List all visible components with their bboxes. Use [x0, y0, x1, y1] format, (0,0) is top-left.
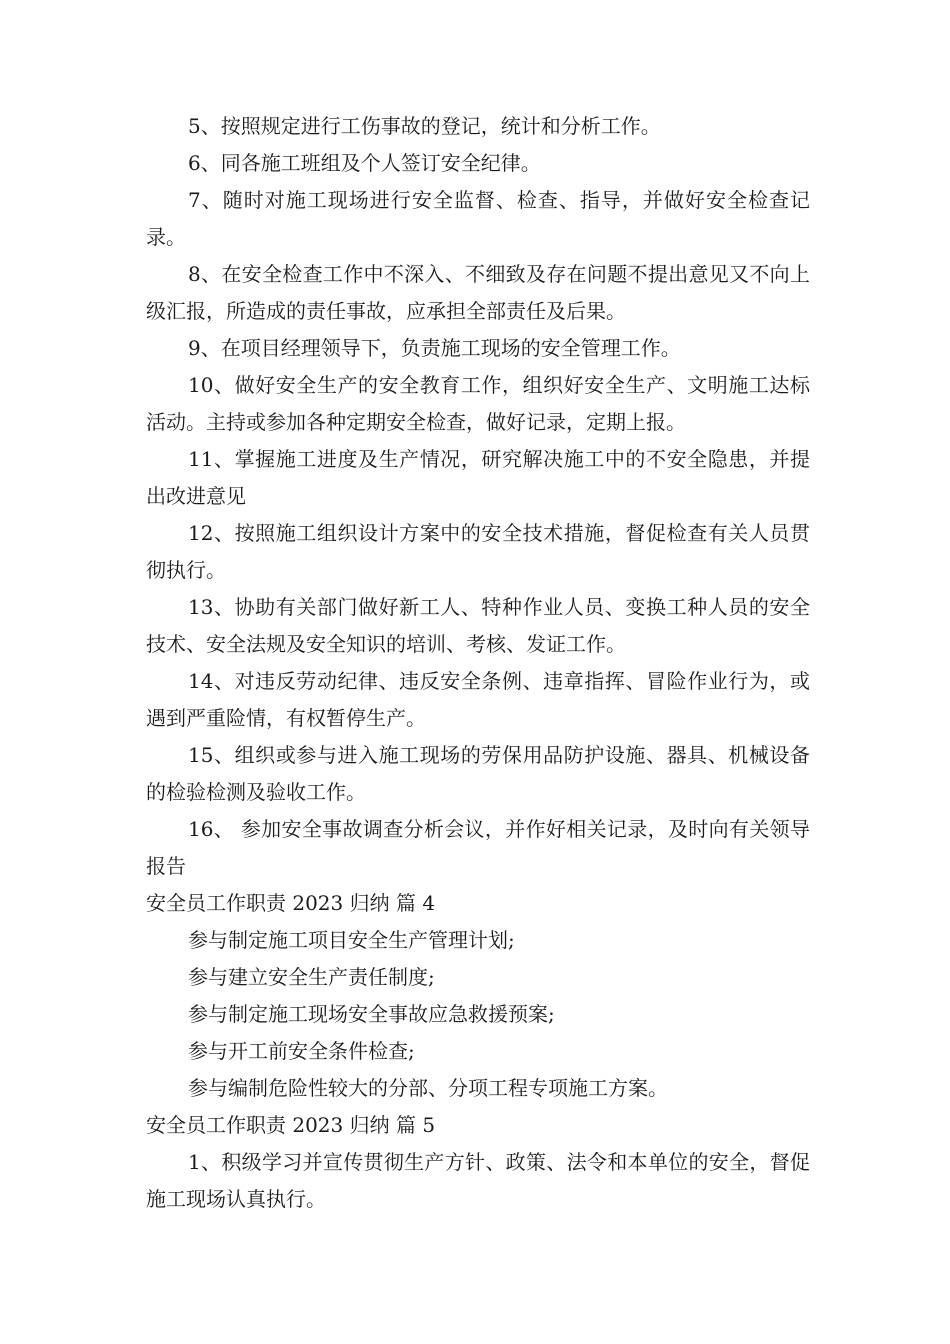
paragraph-duty-2: 参与建立安全生产责任制度;	[188, 965, 435, 989]
paragraph-duty-3: 参与制定施工现场安全事故应急救援预案;	[188, 1002, 555, 1026]
paragraph-duty-4: 参与开工前安全条件检查;	[188, 1039, 415, 1063]
section-heading-5: 安全员工作职责 2023 归纳 篇 5	[146, 1113, 436, 1137]
paragraph-item-15: 15、组织或参与进入施工现场的劳保用品防护设施、器具、机械设备的检验检测及验收工作。	[146, 743, 810, 804]
paragraph-item-5: 5、按照规定进行工伤事故的登记，统计和分析工作。	[188, 114, 661, 138]
paragraph-item-9: 9、在项目经理领导下，负责施工现场的安全管理工作。	[188, 336, 681, 360]
paragraph-item-12: 12、按照施工组织设计方案中的安全技术措施，督促检查有关人员贯彻执行。	[146, 521, 810, 582]
paragraph-item-13: 13、协助有关部门做好新工人、特种作业人员、变换工种人员的安全技术、安全法规及安全知识的培训、考核、发证工作。	[146, 595, 810, 656]
paragraph-duty-1: 参与制定施工项目安全生产管理计划;	[188, 928, 515, 952]
paragraph-item-11: 11、掌握施工进度及生产情况，研究解决施工中的不安全隐患，并提出改进意见	[146, 447, 810, 508]
paragraph-item-7: 7、随时对施工现场进行安全监督、检查、指导，并做好安全检查记录。	[146, 188, 810, 249]
paragraph-item-14: 14、对违反劳动纪律、违反安全条例、违章指挥、冒险作业行为，或遇到严重险情，有权暂停生产。	[146, 669, 810, 730]
document-page	[146, 108, 810, 1218]
paragraph-item-16: 16、 参加安全事故调查分析会议，并作好相关记录，及时向有关领导报告	[146, 817, 810, 878]
paragraph-item-6: 6、同各施工班组及个人签订安全纪律。	[188, 151, 541, 175]
section-heading-4: 安全员工作职责 2023 归纳 篇 4	[146, 891, 436, 915]
paragraph-duty-5: 参与编制危险性较大的分部、分项工程专项施工方案。	[188, 1076, 668, 1100]
paragraph-item-10: 10、做好安全生产的安全教育工作，组织好安全生产、文明施工达标活动。主持或参加各种定期安全检查，做好记录，定期上报。	[146, 373, 810, 434]
paragraph-section5-item-1: 1、积级学习并宣传贯彻生产方针、政策、法令和本单位的安全，督促施工现场认真执行。	[146, 1150, 810, 1211]
paragraph-item-8: 8、在安全检查工作中不深入、不细致及存在问题不提出意见又不向上级汇报，所造成的责任事故，应承担全部责任及后果。	[146, 262, 810, 323]
